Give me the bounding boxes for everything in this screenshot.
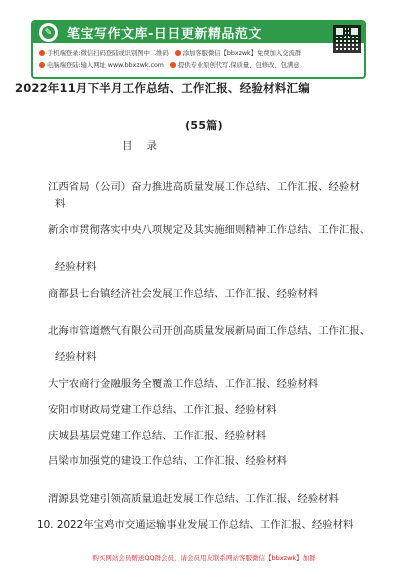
toc-entry-continuation[interactable]: 经验材料 [55,261,97,273]
banner-info-row-2 [39,60,300,69]
mobile-login-text: 手机端登录:微信扫码登陆或识别图中二维码 [47,50,169,57]
banner-title: 笔宝写作文库-日日更新精品范文 [67,27,262,42]
toc-entry[interactable]: 江西省局（公司）奋力推进高质量发展工作总结、工作汇报、经验材 [48,181,360,193]
toc-entry[interactable]: 商都县七台镇经济社会发展工作总结、工作汇报、经验材料 [48,288,319,300]
features-text: 提供专业原创代写,保质量、包修改、包满意 [177,62,300,69]
toc-entry-continuation[interactable]: 经验材料 [55,351,97,363]
document-title: 2022年11月下半月工作总结、工作汇报、经验材料汇编 [15,81,310,95]
toc-entry[interactable]: 新余市贯彻落实中央八项规定及其实施细则精神工作总结、工作汇报、 [48,224,371,236]
toc-entry[interactable]: 10. 2022年宝鸡市交通运输事业发展工作总结、工作汇报、经验材料 [37,519,354,531]
wechat-icon [175,50,181,56]
service-icon [170,62,176,68]
article-count: (55篇) [185,119,223,132]
toc-entry[interactable]: 北海市管道燃气有限公司开创高质量发展新局面工作总结、工作汇报、 [48,325,371,337]
pc-login-text[interactable]: 电脑端登陆:输入网址 www.bbxzwk.com [47,62,164,69]
toc-entry[interactable]: 安阳市财政局党建工作总结、工作汇报、经验材料 [48,404,277,416]
toc-entry[interactable]: 大宁农商行金融服务全覆盖工作总结、工作汇报、经验材料 [48,378,319,390]
footer-notice: 购买网站会员赠送QQ群会员，请会员用友联系网站客服微信【bbxzwk】加群 [92,554,316,562]
computer-icon [39,62,45,68]
toc-entry-continuation[interactable]: 料 [55,198,66,210]
phone-icon [39,50,45,56]
toc-entry[interactable]: 渭源县党建引领高质量追赶发展工作总结、工作汇报、经验材料 [48,493,339,505]
customer-service-text: 添加客服微信【bbxzwk】免费加入交流群 [182,50,302,57]
banner-header [33,22,364,43]
toc-heading: 目录 [122,140,171,152]
toc-entry[interactable]: 吕梁市加强党的建设工作总结、工作汇报、经验材料 [48,455,287,467]
pen-logo-icon: ✎ [39,23,58,42]
banner-info-row-1 [39,48,301,57]
toc-entry[interactable]: 庆城县基层党建工作总结、工作汇报、经验材料 [48,430,267,442]
qr-code-icon[interactable] [333,25,361,53]
promo-banner[interactable] [31,20,366,79]
